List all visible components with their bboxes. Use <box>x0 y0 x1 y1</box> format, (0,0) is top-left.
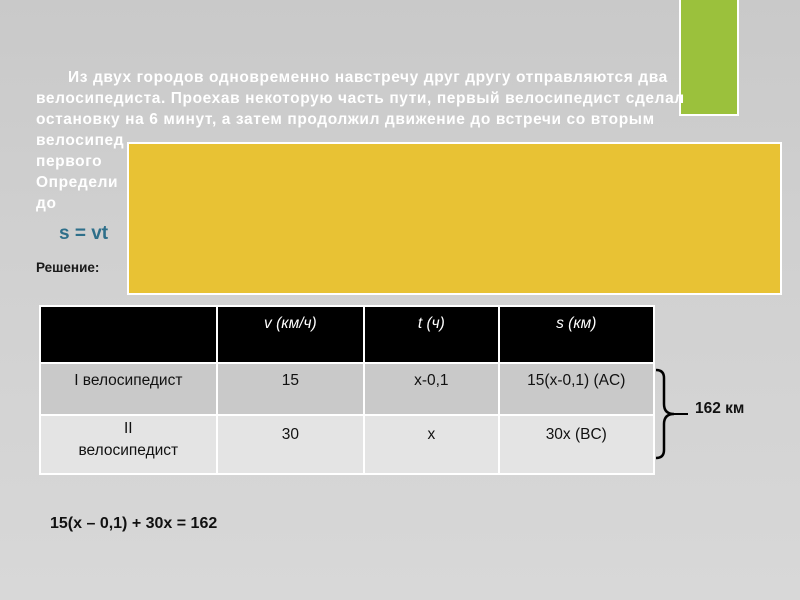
table-cell: II велосипедист <box>40 415 217 474</box>
total-distance-label: 162 км <box>695 400 745 417</box>
table-cell: 30x (BC) <box>499 415 654 474</box>
table-cell: 15 <box>217 363 364 415</box>
problem-line: Определи <box>36 174 119 191</box>
table-header-cell: t (ч) <box>364 306 498 363</box>
problem-line: первого <box>36 153 103 170</box>
data-table <box>39 305 655 475</box>
table-cell: x-0,1 <box>364 363 498 415</box>
table-header-cell: s (км) <box>499 306 654 363</box>
problem-line: до <box>36 195 57 212</box>
table-row <box>40 415 654 474</box>
problem-line: велосипед <box>36 132 125 149</box>
table-cell: x <box>364 415 498 474</box>
table-header-row <box>40 306 654 363</box>
table-header-cell: v (км/ч) <box>217 306 364 363</box>
equation: 15(x – 0,1) + 30x = 162 <box>50 515 218 532</box>
table-cell: I велосипедист <box>40 363 217 415</box>
table-cell: 30 <box>217 415 364 474</box>
problem-line: Из двух городов одновременно навстречу друг другу отправляются два <box>68 69 668 86</box>
table-cell: 15(x-0,1) (AC) <box>499 363 654 415</box>
formula: s = vt <box>59 223 109 244</box>
table-header-cell <box>40 306 217 363</box>
problem-line: остановку на 6 минут, а затем продолжил движение до встречи со вторым <box>36 111 655 128</box>
problem-line: велосипедиста. Проехав некоторую часть пути, первый велосипедист сделал <box>36 90 685 107</box>
solution-label: Решение: <box>36 260 100 275</box>
curly-brace-icon <box>654 368 694 460</box>
overlay-box <box>127 142 782 295</box>
table-row <box>40 363 654 415</box>
